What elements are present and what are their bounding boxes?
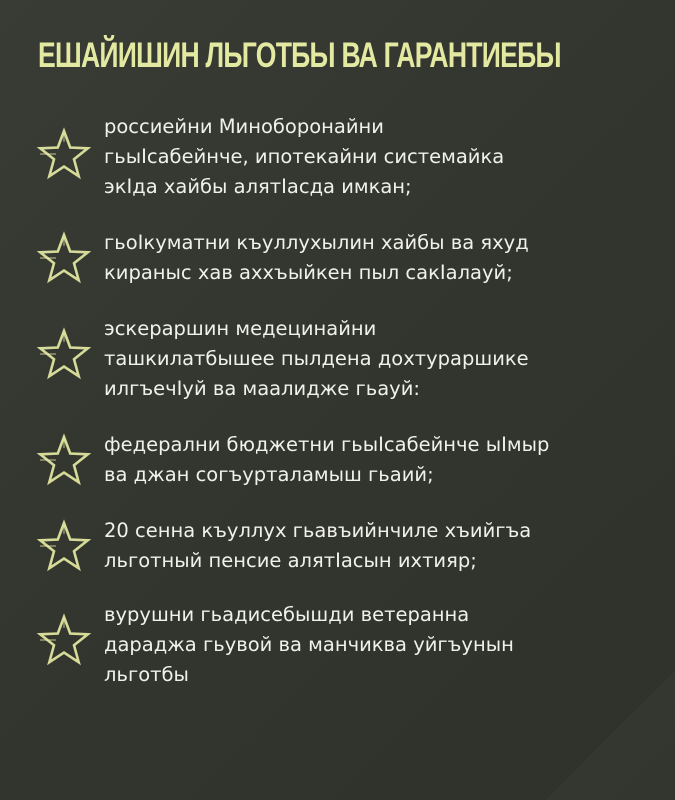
star-outline-icon <box>34 228 94 288</box>
list-item-text: вурушни гьадисебышди ветеранна дараджа гьувой ва манчиква уйгъунын льготбы <box>104 603 514 686</box>
star-outline-icon <box>34 124 94 184</box>
poster-title: ЕШАЙИШИН ЛЬГОТБЫ ВА ГАРАНТИЕБЫ <box>38 36 561 75</box>
list-item-text: федерални бюджетни гьыIсабейнче ыIмыр ва джан согъурталамыш гьаий; <box>104 433 550 486</box>
star-outline-icon <box>34 610 94 670</box>
list-item-text: эскераршин медецинайни ташкилатбышее пылдена дохтураршике илгъечIуй ва маалидже гьауй: <box>104 317 529 400</box>
star-outline-icon <box>34 324 94 384</box>
list-item-text: гьоIкуматни къуллухылин хайбы ва яхуд кираныс хав аххъыйкен пыл сакIалауй; <box>104 231 529 284</box>
list-item-text: россиейни Миноборонайни гьыIсабейнче, ипотекайни системайка экIда хайбы алятIасда имкан; <box>104 115 505 198</box>
star-outline-icon <box>34 430 94 490</box>
list-item-text: 20 сенна къуллух гьавъийнчиле хъийгъа льготный пенсие алятIасын ихтияр; <box>104 519 532 572</box>
star-outline-icon <box>34 516 94 576</box>
